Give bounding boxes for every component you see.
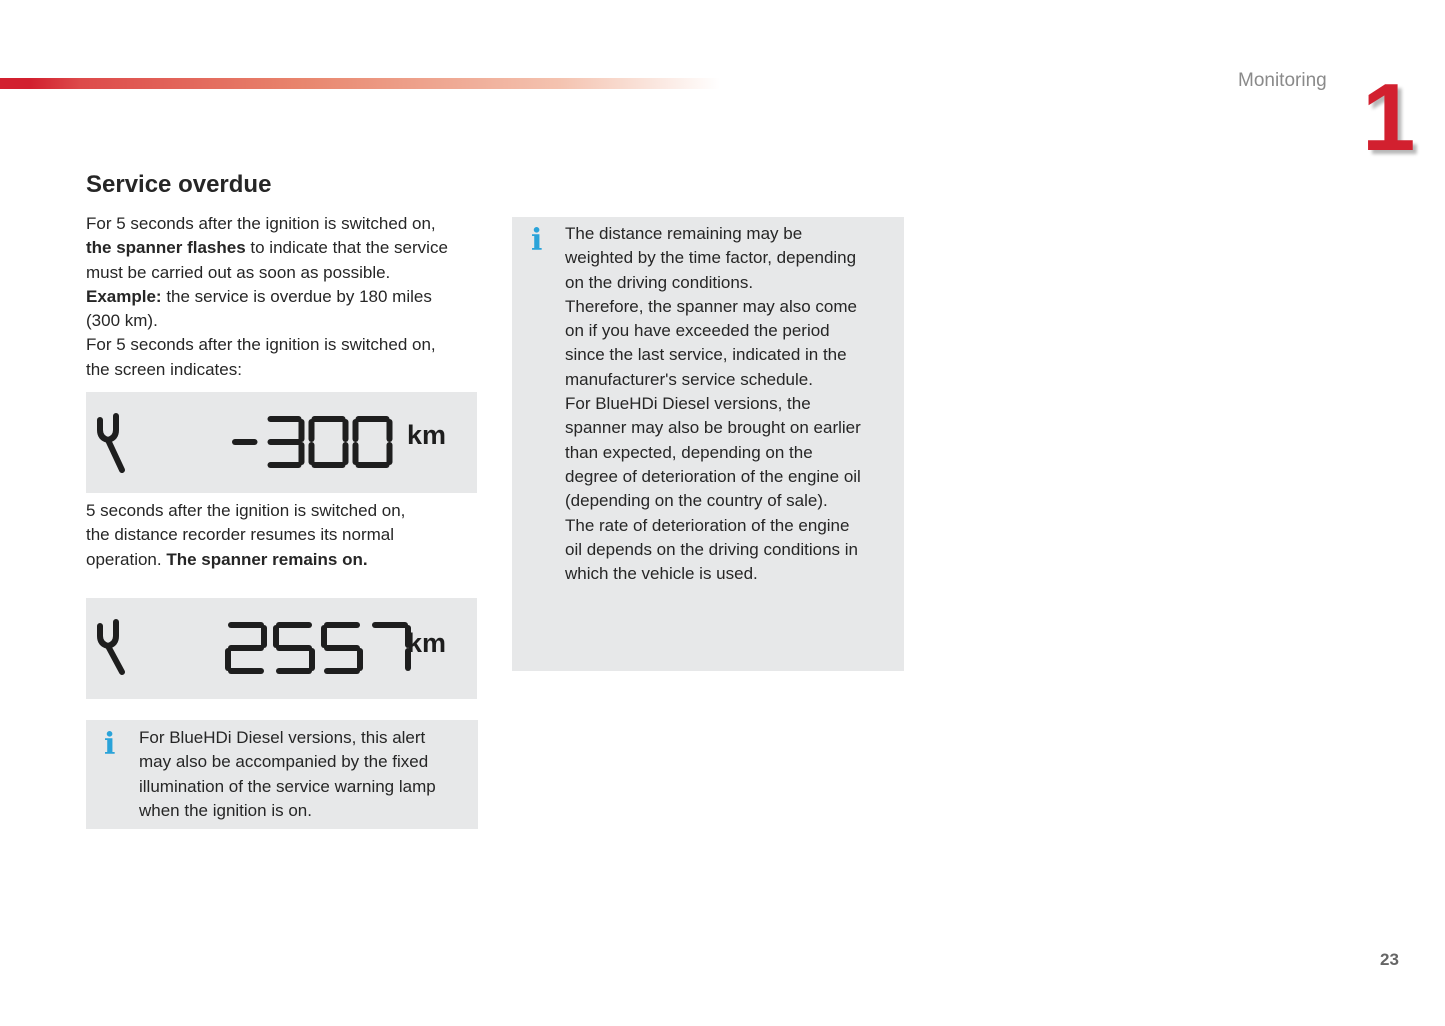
odometer-display-overdue: [86, 392, 477, 493]
odometer-digit: [276, 625, 312, 671]
text-line: when the ignition is on.: [139, 800, 312, 820]
header-accent-bar: [0, 78, 720, 89]
text-line: For BlueHDi Diesel versions, the: [565, 394, 811, 414]
odometer-digit: [271, 419, 302, 465]
info-text: [565, 222, 861, 586]
text-line: which the vehicle is used.: [565, 564, 758, 584]
info-icon: i: [104, 727, 116, 762]
text-line: [86, 236, 481, 260]
text-line: on if you have exceeded the period: [565, 321, 830, 341]
odometer-unit: km: [407, 420, 447, 450]
text-line: The distance remaining may be: [565, 224, 803, 243]
odometer-digit: [312, 419, 346, 465]
text-line: (depending on the country of sale).: [565, 491, 828, 511]
text-line: [86, 358, 481, 382]
text-run: the screen indicates:: [86, 359, 242, 379]
emphasis: The spanner remains on.: [166, 549, 368, 569]
odometer-unit: km: [407, 628, 447, 658]
text-line: [86, 333, 481, 357]
odometer-digit: [324, 625, 360, 671]
text-line: For BlueHDi Diesel versions, this alert: [139, 728, 426, 747]
text-line: [86, 309, 481, 333]
info-box-bluehdi: [86, 720, 478, 829]
odometer-digit: [228, 625, 264, 671]
text-line: spanner may also be brought on earlier: [565, 418, 861, 438]
text-line: weighted by the time factor, depending: [565, 248, 857, 268]
text-line: oil depends on the driving conditions in: [565, 539, 858, 559]
text-run: the service is overdue by 180 miles: [161, 286, 432, 306]
info-text: [139, 726, 436, 823]
text-run: (300 km).: [86, 311, 158, 331]
text-line: degree of deterioration of the engine oil: [565, 466, 861, 486]
text-run: For 5 seconds after the ignition is switched on,: [86, 335, 436, 355]
text-line: Therefore, the spanner may also come: [565, 296, 857, 316]
text-run: must be carried out as soon as possible.: [86, 262, 391, 282]
chapter-number: 1: [1362, 64, 1414, 171]
page-heading: Service overdue: [86, 171, 272, 198]
text-line: [86, 499, 481, 523]
spanner-icon: [100, 416, 122, 470]
odometer-digit: [375, 625, 408, 668]
text-line: than expected, depending on the: [565, 442, 813, 462]
text-line: [86, 285, 481, 309]
text-line: manufacturer's service schedule.: [565, 369, 813, 389]
text-line: [86, 261, 481, 285]
page-number: 23: [1380, 950, 1399, 969]
text-run: the distance recorder resumes its normal: [86, 525, 395, 545]
info-icon: i: [531, 223, 543, 258]
info-box-distance: [512, 217, 904, 671]
text-line: The rate of deterioration of the engine: [565, 515, 850, 535]
section-title: Monitoring: [1238, 70, 1327, 91]
text-line: illumination of the service warning lamp: [139, 776, 436, 796]
text-run: For 5 seconds after the ignition is switched on,: [86, 214, 436, 233]
spanner-icon: [100, 622, 122, 672]
text-line: may also be accompanied by the fixed: [139, 752, 429, 772]
emphasis: Example:: [86, 286, 162, 306]
emphasis: the spanner flashes: [86, 238, 246, 258]
text-line: since the last service, indicated in the: [565, 345, 847, 365]
odometer-digit: [356, 419, 390, 465]
text-line: on the driving conditions.: [565, 272, 754, 292]
after-paragraph: [86, 499, 481, 572]
text-line: [86, 212, 481, 236]
odometer-digits: [228, 625, 408, 671]
text-line: [86, 548, 481, 572]
intro-paragraph: [86, 212, 481, 382]
odometer-digits: [235, 419, 390, 465]
text-run: operation.: [86, 549, 167, 569]
odometer-display-normal: [86, 598, 477, 699]
text-line: [86, 523, 481, 547]
text-run: to indicate that the service: [245, 238, 448, 258]
text-run: 5 seconds after the ignition is switched on,: [86, 501, 406, 520]
